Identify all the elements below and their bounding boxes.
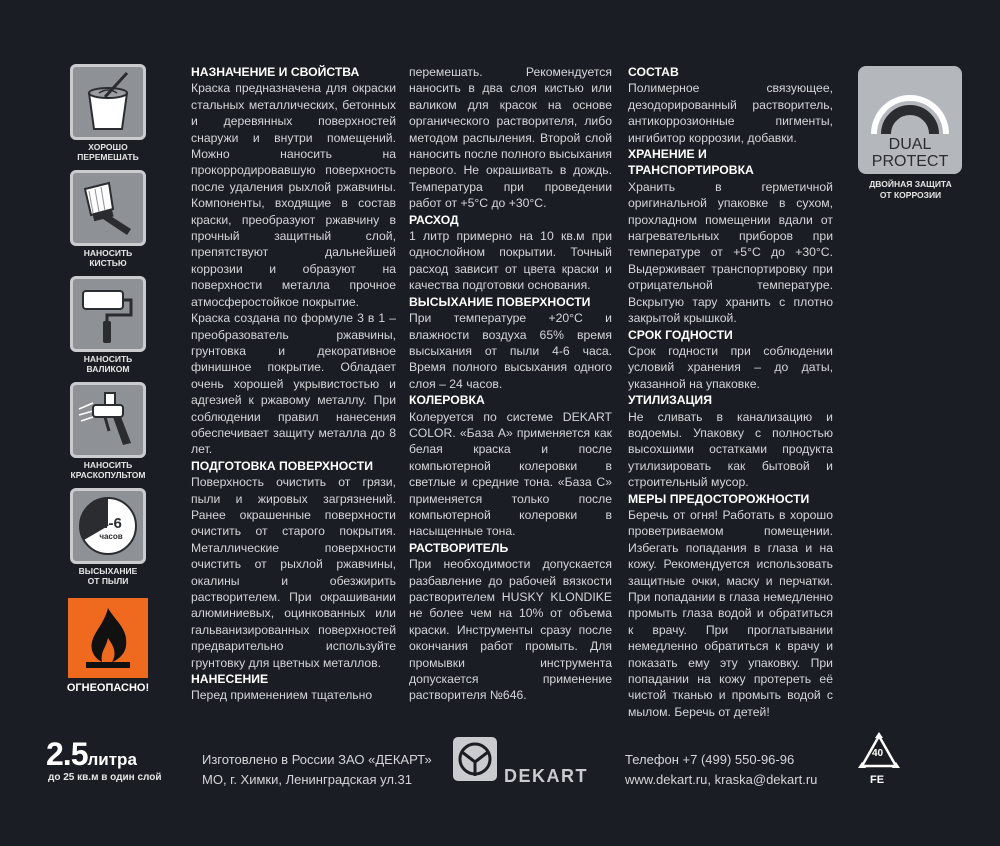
section-heading: НАЗНАЧЕНИЕ И СВОЙСТВА [191, 65, 360, 79]
icon-caption: ХОРОШО ПЕРЕМЕШАТЬ [77, 142, 139, 162]
section-text: Перед применением тщательно [191, 688, 373, 703]
section-text: При необходимости допускается разбавление до рабочей вязкости растворителем HUSKY KLONDIKE не более чем на 10% от объема краски. Инструменты сразу после окончания работ промыть. Для промывки инструмента допускается применение растворителя №646. [409, 557, 612, 703]
icon-caption: НАНОСИТЬ ВАЛИКОМ [83, 354, 133, 374]
section-heading: ХРАНЕНИЕ И ТРАНСПОРТИРОВКА [628, 147, 754, 178]
dekart-logo-icon [452, 736, 498, 782]
footer [0, 730, 1000, 810]
dual-protect-icon [858, 66, 962, 174]
volume-unit: литра [87, 750, 137, 769]
flame-icon [68, 598, 148, 678]
drying-time-unit: часов [99, 532, 123, 541]
dual-protect-badge [858, 66, 963, 201]
section-text: перемешать. Рекомендуется наносить в два слоя кистью или валиком для красок на основе органического растворителя, либо методом распыления. Второй слой наносить после полного высыхания первого. Не окрашивать в дождь. Температура при проведении работ от +5°С до +30°С. [409, 65, 613, 211]
icon-caption: ВЫСЫХАНИЕ ОТ ПЫЛИ [78, 566, 138, 586]
dekart-logo [452, 736, 602, 788]
volume-value: 2.5 [46, 736, 88, 772]
text-column-1 [191, 64, 396, 704]
brush-icon [70, 170, 146, 246]
dual-caption: ДВОЙНАЯ ЗАЩИТА ОТ КОРРОЗИИ [869, 179, 952, 200]
section-text: Краска создана по формуле 3 в 1 – преобразователь ржавчины, грунтовка и декоративное финишное покрытие. Обладает очень хорошей укрывистостью и адгезией к ржавому металлу. При соблюдении правил нанесения обеспечивает защиту металла до 8 лет. [191, 311, 396, 457]
icon-drying [60, 488, 156, 586]
phone: Телефон +7 (499) 550-96-96 [625, 752, 795, 767]
icon-spray [60, 382, 156, 480]
clock-icon [70, 488, 146, 564]
icon-caption: НАНОСИТЬ КИСТЬЮ [83, 248, 133, 268]
usage-icons [60, 64, 156, 702]
spray-gun-icon [70, 382, 146, 458]
section-heading: СОСТАВ [628, 65, 679, 79]
section-heading: КОЛЕРОВКА [409, 393, 485, 408]
manufacturer: Изготовлено в России ЗАО «ДЕКАРТ» МО, г. Химки, Ленинградская ул.31 [202, 752, 432, 787]
section-heading: РАСТВОРИТЕЛЬ [409, 540, 509, 555]
recycle-code: FE [870, 774, 885, 786]
dual-text-2: PROTECT [871, 153, 949, 170]
section-text: Беречь от огня! Работать в хорошо проветриваемом помещении. Избегать попадания в глаза и на кожу. Рекомендуется использовать защитные очки, маску и перчатки. При попадании в глаза немедленно промыть глаза водой и обратиться к врачу. При проглатывании немедленно обратиться к врачу и показать ему эту упаковку. При попадании на кожу протереть её чистой тканью и промыть водой с мылом. Беречь от детей! [628, 507, 833, 719]
recycle-number: 40 [872, 748, 884, 759]
icon-roller [60, 276, 156, 374]
brand-name: DEKART [504, 766, 588, 786]
section-text: Колеруется по системе DEKART COLOR. «База А» применяется как белая краска и после компьютерной колеровки в светлые и средние тона. «База С» применяется только после компьютерной колеровки в насыщенные тона. [409, 409, 612, 539]
icon-caption: НАНОСИТЬ КРАСКОПУЛЬТОМ [70, 460, 146, 480]
section-heading: МЕРЫ ПРЕДОСТОРОЖНОСТИ [628, 491, 810, 506]
icon-brush [60, 170, 156, 268]
roller-icon [70, 276, 146, 352]
section-text: Поверхность очистить от грязи, пыли и жировых загрязнений. Ранее окрашенные поверхности очистить от старого покрытия. Металлические поверхности очистить от рыхлой ржавчины, окалины и обезжирить растворителем. При окрашивании алюминиевых, оцинкованных или гальванизированных поверхностей предварительно используйте грунтовку для цветных металлов. [191, 475, 396, 670]
section-text: Полимерное связующее, дезодорированный растворитель, антикоррозионные пигменты, ингибитор коррозии, добавки. [628, 81, 833, 145]
drying-time-value: 4-6 [100, 515, 122, 532]
section-text: Краска предназначена для окраски стальных металлических, бетонных и деревянных поверхностей снаружи и внутри помещений. Можно наносить на прокорродировавшую поверхность после удаления рыхлой ржавчины. Компоненты, входящие в состав краски, преобразуют ржавчину в прочный защитный слой, препятствуют дальнейшей коррозии и образуют на поверхности металла прочное атмосферостойкое покрытие. [191, 81, 396, 309]
section-heading: ВЫСЫХАНИЕ ПОВЕРХНОСТИ [409, 294, 591, 309]
section-heading: ПОДГОТОВКА ПОВЕРХНОСТИ [191, 458, 373, 473]
dual-text-1: DUAL [888, 136, 932, 153]
volume [46, 736, 137, 773]
contacts [625, 750, 817, 790]
section-text: Не сливать в канализацию и водоемы. Упаковку с полностью высохшими остатками продукта утилизировать как бытовой и строительный мусор. [628, 409, 833, 490]
website-email: www.dekart.ru, kraska@dekart.ru [625, 772, 818, 787]
icon-stir [60, 64, 156, 162]
section-text: Хранить в герметичной оригинальной упаковке в сухом, прохладном помещении вдали от нагревательных приборов при температуре от +5°С до +30°С. Выдерживает транспортировку при отрицательной температуре. Вскрытую тару хранить с плотно закрытой крышкой. [628, 179, 833, 326]
section-text: 1 литр примерно на 10 кв.м при однослойном покрытии. Точный расход зависит от цвета краски и качества подготовки основания. [409, 229, 612, 293]
stir-icon [70, 64, 146, 140]
section-heading: УТИЛИЗАЦИЯ [628, 393, 712, 408]
text-column-2 [409, 64, 612, 704]
section-text: Срок годности при соблюдении условий хранения – до даты, указанной на упаковке. [628, 343, 833, 391]
flammable-label: ОГНЕОПАСНО! [66, 682, 150, 694]
coverage: до 25 кв.м в один слой [48, 772, 162, 783]
section-heading: СРОК ГОДНОСТИ [628, 327, 733, 342]
section-heading: РАСХОД [409, 212, 459, 227]
flammable-warning [60, 594, 156, 694]
section-text: При температуре +20°С и влажности воздуха 65% время высыхания от пыли 4-6 часа. Время полного высыхания одного слоя – 24 часов. [409, 311, 612, 391]
section-heading: НАНЕСЕНИЕ [191, 672, 269, 687]
text-column-3 [628, 64, 833, 720]
